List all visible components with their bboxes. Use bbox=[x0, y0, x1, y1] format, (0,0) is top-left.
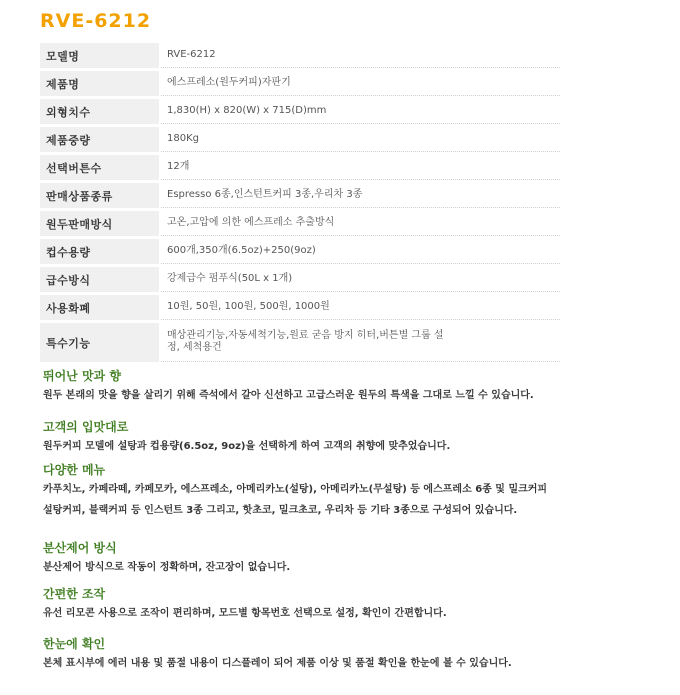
feature-text: 유선 리모콘 사용으로 조작이 편리하며, 모드별 항목번호 선택으로 설정, 확인이 간편합니다. bbox=[43, 608, 447, 619]
spec-row bbox=[40, 211, 560, 236]
feature-title: 분산제어 방식 bbox=[43, 541, 117, 555]
spec-value: 에스프레소(원두커피)자판기 bbox=[161, 71, 560, 96]
feature-item bbox=[43, 368, 643, 419]
spec-row bbox=[40, 127, 560, 152]
spec-row bbox=[40, 323, 560, 362]
spec-label: 제품명 bbox=[40, 71, 159, 96]
feature-item bbox=[43, 462, 643, 540]
feature-title: 한눈에 확인 bbox=[43, 637, 106, 651]
spec-row bbox=[40, 43, 560, 68]
spec-value-line: 정, 세척용건 bbox=[167, 342, 222, 353]
feature-text: 원두커피 모델에 설탕과 컵용량(6.5oz, 9oz)을 선택하게 하여 고객의 취향에 맞추었습니다. bbox=[43, 441, 451, 452]
spec-row bbox=[40, 239, 560, 264]
feature-item bbox=[43, 540, 643, 586]
spec-value-line: 매상관리기능,자동세척기능,원료 굳음 방지 히터,버튼별 그룹 설 bbox=[167, 330, 444, 341]
feature-title: 뛰어난 맛과 향 bbox=[43, 369, 121, 383]
feature-item bbox=[43, 586, 643, 636]
spec-label: 컵수용량 bbox=[40, 239, 159, 264]
spec-label: 급수방식 bbox=[40, 267, 159, 292]
spec-row bbox=[40, 99, 560, 124]
model-title: RVE-6212 bbox=[40, 10, 152, 32]
spec-label: 원두판매방식 bbox=[40, 211, 159, 236]
spec-row bbox=[40, 155, 560, 180]
spec-value: 강제급수 펌푸식(50L x 1개) bbox=[161, 267, 560, 292]
spec-value: 10원, 50원, 100원, 500원, 1000원 bbox=[161, 295, 560, 320]
feature-list bbox=[43, 368, 643, 676]
spec-label: 모델명 bbox=[40, 43, 159, 68]
feature-text: 원두 본래의 맛을 향을 살리기 위해 즉석에서 갈아 신선하고 고급스러운 원두의 특색을 그대로 느낄 수 있습니다. bbox=[43, 390, 534, 401]
feature-text: 카푸치노, 카페라떼, 카페모카, 에스프레소, 아메리카노(설탕), 아메리카노(무설탕) 등 에스프레소 6종 및 밀크커피 bbox=[43, 484, 548, 495]
feature-title: 고객의 입맛대로 bbox=[43, 420, 129, 434]
spec-row bbox=[40, 183, 560, 208]
spec-label: 제품중량 bbox=[40, 127, 159, 152]
spec-row bbox=[40, 267, 560, 292]
spec-table bbox=[40, 40, 560, 365]
spec-label: 사용화폐 bbox=[40, 295, 159, 320]
feature-title: 다양한 메뉴 bbox=[43, 463, 106, 477]
spec-value: 180Kg bbox=[161, 127, 560, 152]
spec-label: 외형치수 bbox=[40, 99, 159, 124]
feature-title: 간편한 조작 bbox=[43, 587, 106, 601]
feature-item bbox=[43, 419, 643, 462]
spec-label: 선택버튼수 bbox=[40, 155, 159, 180]
spec-row bbox=[40, 71, 560, 96]
spec-value: RVE-6212 bbox=[161, 43, 560, 68]
spec-value: 12개 bbox=[161, 155, 560, 180]
feature-text: 설탕커피, 블랙커피 등 인스턴트 3종 그리고, 핫초코, 밀크초코, 우리차 등 기타 3종으로 구성되어 있습니다. bbox=[43, 505, 518, 516]
feature-text: 분산제어 방식으로 작동이 정확하며, 잔고장이 없습니다. bbox=[43, 562, 291, 573]
spec-value: 600개,350개(6.5oz)+250(9oz) bbox=[161, 239, 560, 264]
spec-value: Espresso 6종,인스턴트커피 3종,우리차 3종 bbox=[161, 183, 560, 208]
spec-label: 특수기능 bbox=[40, 323, 159, 362]
feature-item bbox=[43, 636, 643, 676]
spec-value bbox=[161, 323, 560, 362]
spec-row bbox=[40, 295, 560, 320]
feature-text: 본체 표시부에 에러 내용 및 품절 내용이 디스플레이 되어 제품 이상 및 품절 확인을 한눈에 볼 수 있습니다. bbox=[43, 658, 512, 669]
spec-value: 고온,고압에 의한 에스프레소 추출방식 bbox=[161, 211, 560, 236]
spec-value: 1,830(H) x 820(W) x 715(D)mm bbox=[161, 99, 560, 124]
spec-label: 판매상품종류 bbox=[40, 183, 159, 208]
